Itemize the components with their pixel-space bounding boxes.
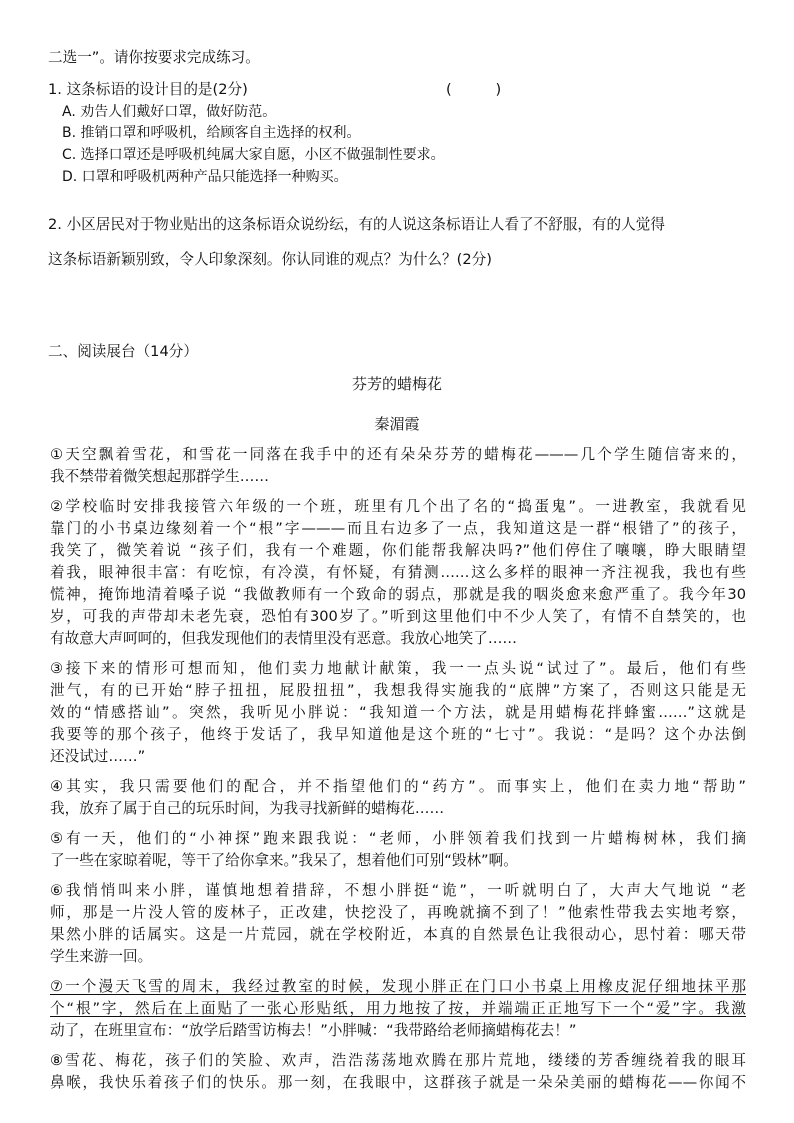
article-author: 秦湄霞 xyxy=(374,415,420,433)
option-a: A. 劝告人们戴好口罩，做好防范。 xyxy=(62,104,277,120)
option-c: C. 选择口罩还是呼吸机纯属大家自愿，小区不做强制性要求。 xyxy=(62,147,445,163)
paragraph-1-line: 我不禁带着微笑想起那群学生…… xyxy=(50,468,269,485)
paragraph-2-line: 靠门的小书桌边缘刻着一个“根”字———而且右边多了一点，我知道这是一群“根错了”的孩子， xyxy=(50,520,746,537)
question-1-stem: 1. 这条标语的设计目的是(2分) xyxy=(48,81,248,98)
option-d: D. 口罩和呼吸机两种产品只能选择一种购买。 xyxy=(62,169,348,185)
paragraph-6-line: ⑥我悄悄叫来小胖，谨慎地想着措辞，不想小胖挺“诡”，一听就明白了，大声大气地说 “老 xyxy=(50,882,746,899)
paragraph-5-line: ⑤有一天，他们的“小神探”跑来跟我说：“老师，小胖领着我们找到一片蜡梅树林，我们摘 xyxy=(50,830,746,847)
option-b: B. 推销口罩和呼吸机，给顾客自主选择的权利。 xyxy=(62,125,361,141)
paragraph-6-line: 果然小胖的话属实。这是一片荒园，就在学校附近，本真的自然景色让我很动心，思忖着：哪天带 xyxy=(50,926,746,943)
article-title: 芬芳的蜡梅花 xyxy=(351,375,442,393)
paragraph-7-line: 动了，在班里宣布：“放学后踏雪访梅去！”小胖喊：“我带路给老师摘蜡梅花去！” xyxy=(50,1022,577,1039)
paragraph-4-line: 我，放弃了属于自己的玩乐时间，为我寻找新鲜的蜡梅花…… xyxy=(50,800,445,817)
question-2-line-1: 2. 小区居民对于物业贴出的这条标语众说纷纭，有的人说这条标语让人看了不舒服，有的人觉得 xyxy=(48,216,665,233)
paragraph-2-line: 有故意大声呵呵的，但我发现他们的表情里没有恶意。我放心地笑了…… xyxy=(50,630,518,647)
paragraph-1-line: ①天空飘着雪花，和雪花一同落在我手中的还有朵朵芬芳的蜡梅花———几个学生随信寄来的， xyxy=(50,446,746,463)
paragraph-4-line: ④其实，我只需要他们的配合，并不指望他们的“药方”。而事实上，他们在卖力地“帮助” xyxy=(50,778,746,795)
paragraph-2-line: 我笑了，微笑着说 “孩子们，我有一个难题，你们能帮我解决吗?”他们停住了嚷嚷，睁大眼睛望 xyxy=(50,542,746,559)
paragraph-8-line: 鼻喉，我快乐着孩子们的快乐。那一刻，在我眼中，这群孩子就是一朵朵美丽的蜡梅花——你闻不 xyxy=(50,1074,746,1091)
paragraph-7-line: 个“根”字，然后在上面贴了一张心形贴纸，用力地按了按，并端端正正地写下一个“爱”字。我激 xyxy=(50,1000,746,1017)
paragraph-8-line: ⑧雪花、梅花，孩子们的笑脸、欢声，浩浩荡荡地欢腾在那片荒地，缕缕的芳香缠绕着我的眼耳 xyxy=(50,1052,746,1069)
paragraph-6-line: 师，那是一片没人管的废林子，正改建，快挖没了，再晚就摘不到了！”他索性带我去实地考察， xyxy=(50,904,746,921)
intro-line: 二选一”。请你按要求完成练习。 xyxy=(48,49,260,66)
paragraph-3-line: ③接下来的情形可想而知，他们卖力地献计献策，我一一点头说“试过了”。最后，他们有些 xyxy=(50,660,746,677)
paragraph-2-line: 岁，可我的声带却未老先衰，恐怕有300岁了。”听到这里他们中不少人笑了，有情不自禁笑的，也 xyxy=(50,608,746,625)
question-2-line-2: 这条标语新颖别致，令人印象深刻。你认同谁的观点？为什么？(2分) xyxy=(48,251,492,268)
answer-bracket[interactable]: ( ) xyxy=(446,81,502,98)
section-heading: 二、阅读展台（14分） xyxy=(48,343,198,360)
paragraph-3-line: 还没试过……” xyxy=(50,748,146,765)
paragraph-6-line: 学生来游一回。 xyxy=(50,948,153,965)
paragraph-2-line: ②学校临时安排我接管六年级的一个班，班里有几个出了名的“捣蛋鬼”。一进教室，我就看见 xyxy=(50,498,746,515)
paragraph-3-line: 泄气，有的已开始“脖子扭扭，屁股扭扭”，我想我得实施我的“底牌”方案了，否则这只能是无 xyxy=(50,682,746,699)
paragraph-3-line: 我要等的那个孩子，他终于发话了，我早知道他是这个班的“七寸”。我说：“是吗？这个办法倒 xyxy=(50,726,746,743)
paragraph-2-line: 着我，眼神很丰富：有吃惊，有冷漠，有怀疑，有猜测……这么多样的眼神一齐注视我，我也有些 xyxy=(50,564,746,581)
paragraph-7-line: ⑦一个漫天飞雪的周末，我经过教室的时候，发现小胖正在门口小书桌上用橡皮泥仔细地抹平那 xyxy=(50,978,746,995)
paragraph-3-line: 效的“情感搭讪”。突然，我听见小胖说：“我知道一个方法，就是用蜡梅花拌蜂蜜……”这就是 xyxy=(50,704,746,721)
paragraph-2-line: 慌神，掩饰地清着嗓子说 “我做教师有一个致命的弱点，那就是我的咽炎愈来愈严重了。我今年30 xyxy=(50,586,746,603)
paragraph-5-line: 了一些在家晾着呢，等干了给你拿来。”我呆了，想着他们可别“毁林”啊。 xyxy=(50,852,518,869)
